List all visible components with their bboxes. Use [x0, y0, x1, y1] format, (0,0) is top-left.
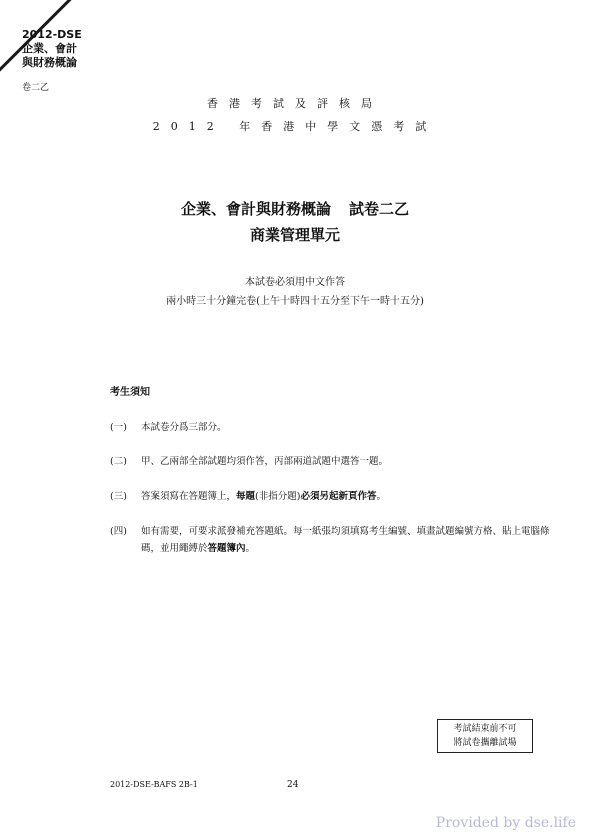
- instruction-text: [141, 523, 550, 557]
- paper-title: 試卷二乙: [349, 200, 410, 218]
- corner-subject-line1: 企業、會計: [22, 42, 77, 55]
- corner-paper: 卷二乙: [22, 83, 50, 93]
- paper-code: 2012-DSE-BAFS 2B-1: [110, 780, 198, 789]
- exam-name: 2012 年香港中學文憑考試: [152, 120, 438, 133]
- instruction-bold-part: 必須另起新頁作答: [300, 491, 377, 502]
- time-allowed: 兩小時三十分鐘完卷(上午十時四十五分至下午一時十五分): [166, 296, 424, 307]
- organization-name: 香港考試及評核局: [207, 97, 383, 110]
- instruction-text: [141, 488, 550, 505]
- instruction-item: [110, 419, 550, 436]
- module-title: 商業管理單元: [249, 226, 340, 244]
- instruction-bold-part: 答題簿內: [207, 543, 246, 554]
- notice-line: 考試結束前不可: [453, 724, 517, 734]
- notice-box: [437, 719, 533, 753]
- instruction-text-part: 。: [245, 543, 256, 554]
- instruction-text-part: 。: [376, 491, 386, 502]
- instruction-number: (二): [110, 456, 127, 467]
- page-number: 24: [287, 780, 299, 790]
- language-instruction: 本試卷必須用中文作答: [245, 277, 345, 288]
- instruction-item: [110, 488, 550, 505]
- instruction-text-part: 答案須寫在答題簿上，: [141, 491, 237, 502]
- page-title: [0, 198, 590, 219]
- instruction-number: (四): [110, 526, 127, 537]
- corner-subject-line2: 與財務概論: [22, 56, 77, 69]
- instruction-text: 甲、乙兩部全部試題均須作答，丙部兩道試題中選答一題。: [141, 456, 389, 467]
- corner-exam-code: 2012-DSE: [22, 28, 82, 41]
- watermark: Provided by dse.life: [435, 815, 576, 831]
- instruction-item: [110, 453, 550, 470]
- instruction-number: (三): [110, 491, 127, 502]
- instruction-number: (一): [110, 422, 127, 433]
- corner-subject-block: [22, 28, 82, 93]
- notice-line: 將試卷攜離試場: [453, 738, 517, 748]
- instructions-heading: 考生須知: [110, 387, 150, 398]
- instruction-text: 本試卷分爲三部分。: [141, 422, 227, 433]
- instruction-text-part: (非指分題): [255, 491, 301, 502]
- instruction-item: [110, 523, 550, 557]
- instruction-bold-part: 每題: [236, 491, 256, 502]
- instruction-text-part: 如有需要，可要求派發補充答題紙。每一紙張均須填寫考生編號、填畫試題編號方格、貼上電腦條碼，並用繩縛於: [141, 526, 550, 554]
- subject-title: 企業、會計與財務概論: [180, 200, 331, 218]
